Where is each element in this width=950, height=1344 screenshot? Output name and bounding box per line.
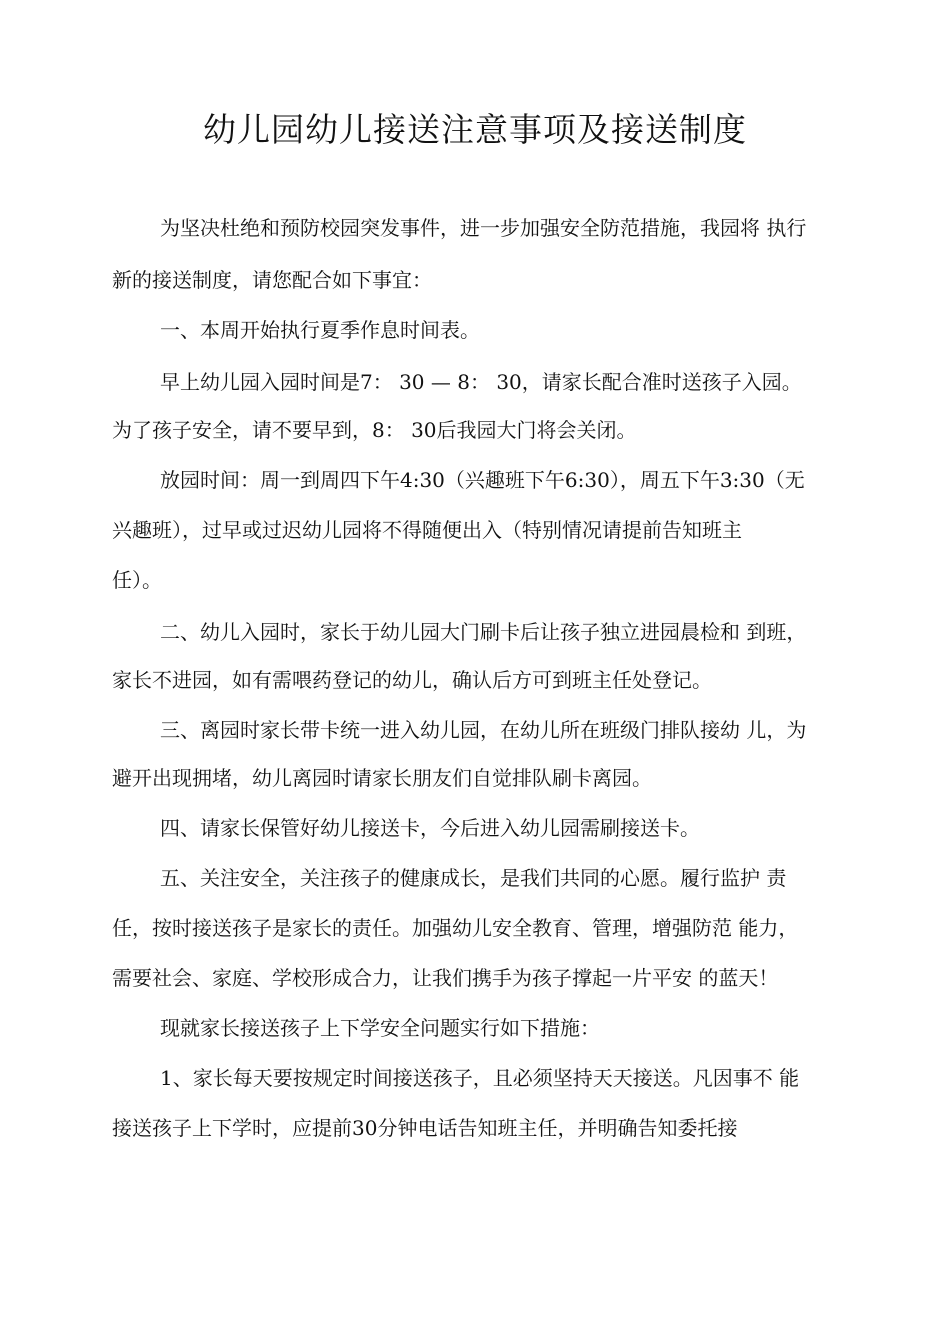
- paragraph-line: 避开出现拥堵，幼儿离园时请家长朋友们自觉排队刷卡离园。: [112, 766, 652, 790]
- paragraph-line: 为坚决杜绝和预防校园突发事件，进一步加强安全防范措施，我园将 执行: [160, 216, 807, 240]
- paragraph-line: 需要社会、家庭、学校形成合力，让我们携手为孩子撑起一片平安 的蓝天！: [112, 966, 779, 990]
- paragraph-line: 兴趣班），过早或过迟幼儿园将不得随便出入（特别情况请提前告知班主: [112, 518, 742, 542]
- paragraph-line: 五、关注安全，关注孩子的健康成长，是我们共同的心愿。履行监护 责: [160, 866, 787, 890]
- paragraph-line: 任）。: [112, 568, 162, 592]
- paragraph-line: 家长不进园，如有需喂药登记的幼儿，确认后方可到班主任处登记。: [112, 668, 712, 692]
- paragraph-line: 现就家长接送孩子上下学安全问题实行如下措施：: [160, 1016, 600, 1040]
- paragraph-line: 三、离园时家长带卡统一进入幼儿园，在幼儿所在班级门排队接幼 儿，为: [160, 718, 807, 742]
- paragraph-line: 早上幼儿园入园时间是7： 30 — 8： 30，请家长配合准时送孩子入园。: [160, 370, 802, 394]
- paragraph-line: 1、家长每天要按规定时间接送孩子，且必须坚持天天接送。凡因事不 能: [160, 1066, 800, 1090]
- paragraph-line: 放园时间：周一到周四下午4:30（兴趣班下午6:30），周五下午3:30（无: [160, 468, 805, 492]
- paragraph-line: 四、请家长保管好幼儿接送卡，今后进入幼儿园需刷接送卡。: [160, 816, 700, 840]
- paragraph-line: 二、幼儿入园时，家长于幼儿园大门刷卡后让孩子独立进园晨检和 到班，: [160, 620, 807, 644]
- paragraph-line: 任，按时接送孩子是家长的责任。加强幼儿安全教育、管理，增强防范 能力，: [112, 916, 799, 940]
- document-title: 幼儿园幼儿接送注意事项及接送制度: [203, 110, 747, 149]
- paragraph-line: 接送孩子上下学时，应提前30分钟电话告知班主任，并明确告知委托接: [112, 1116, 738, 1140]
- paragraph-line: 新的接送制度，请您配合如下事宜：: [112, 268, 432, 292]
- paragraph-line: 一、本周开始执行夏季作息时间表。: [160, 318, 480, 342]
- paragraph-line: 为了孩子安全，请不要早到，8： 30后我园大门将会关闭。: [112, 418, 637, 442]
